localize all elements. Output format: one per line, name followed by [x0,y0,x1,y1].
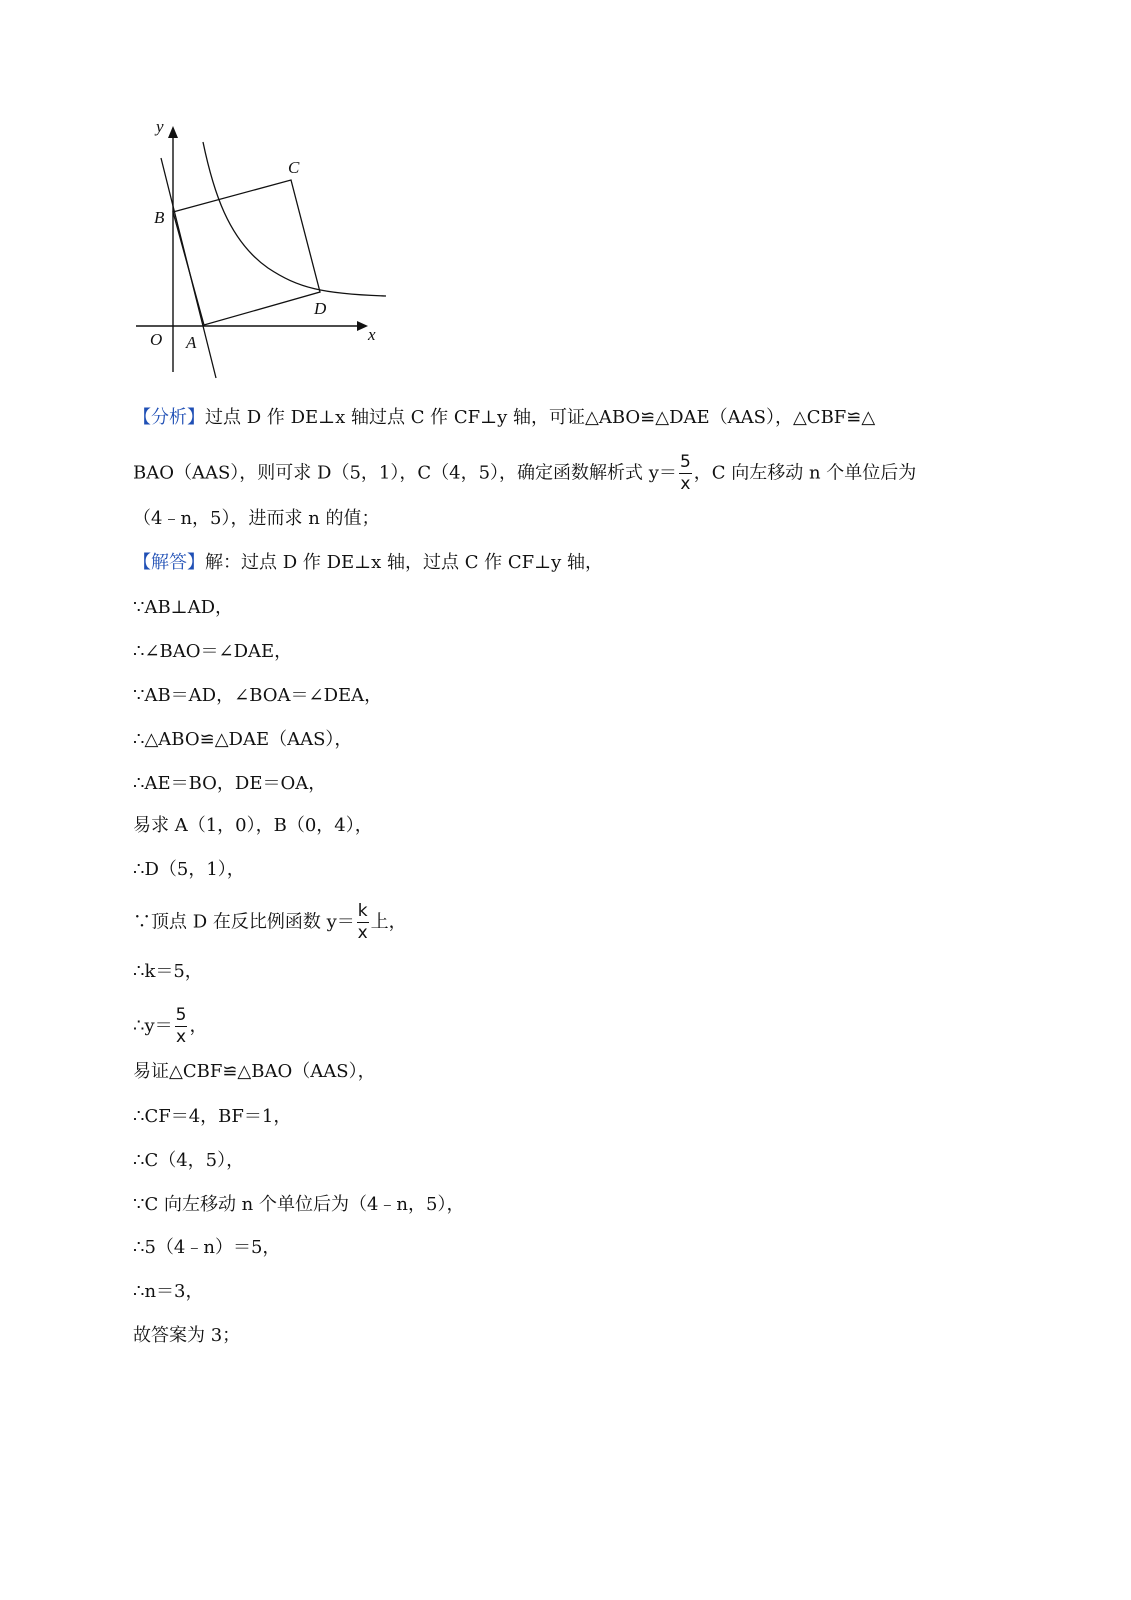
solution-line-6: ∴AE＝BO，DE＝OA， [133,773,327,794]
analysis-line-2: BAO（AAS），则可求 D（5，1），C（4，5），确定函数解析式 y＝ $\frac{5}{x}$ ，C 向左移动 n 个单位后为 [133,452,917,494]
solution-line-4: ∵AB＝AD，∠BOA＝∠DEA， [133,685,383,706]
solution-line-14: ∴C（4，5）， [133,1150,245,1171]
solution-line-8: ∴D（5，1）， [133,859,245,880]
analysis-line-1: 【分析】过点 D 作 DE⊥x 轴过点 C 作 CF⊥y 轴，可证△ABO≌△DAE（AAS），△CBF≌△ [133,407,876,428]
label-b: B [154,208,165,227]
solution-line-1: 【解答】解：过点 D 作 DE⊥x 轴，过点 C 作 CF⊥y 轴， [133,552,603,573]
label-x: x [368,325,376,344]
solution-line-2: ∵AB⊥AD， [133,597,234,618]
label-a: A [186,333,197,352]
label-o: O [150,330,163,349]
solution-tag: 【解答】 [133,552,205,573]
solution-line-3: ∴∠BAO＝∠DAE， [133,641,293,662]
solution-line-13: ∴CF＝4，BF＝1， [133,1106,292,1127]
solution-line-17: ∴n＝3， [133,1281,204,1302]
fraction-5-over-x: $\frac{5}{x}$ [679,452,691,494]
x-axis-arrow [357,321,368,331]
label-y: y [156,117,164,136]
coordinate-figure [128,110,398,390]
solution-line-9: ∵顶点 D 在反比例函数 y＝ $\frac{k}{x}$ 上， [133,901,407,943]
analysis-line-3: （4﹣n，5），进而求 n 的值； [133,508,380,529]
solution-line-15: ∵C 向左移动 n 个单位后为（4﹣n，5）， [133,1194,465,1215]
solution-line-10: ∴k＝5， [133,961,203,982]
solution-line-12: 易证△CBF≌△BAO（AAS）， [133,1061,376,1082]
label-d: D [314,299,327,318]
label-c: C [288,158,300,177]
y-axis-arrow [168,126,178,138]
solution-line-18: 故答案为 3； [133,1325,241,1346]
square-abcd [173,180,320,325]
fraction-k-over-x: $\frac{k}{x}$ [357,901,368,943]
solution-line-11: ∴y＝ $\frac{5}{x}$ ， [133,1005,208,1047]
fraction-5-over-x-2: $\frac{5}{x}$ [175,1005,187,1047]
solution-line-5: ∴△ABO≌△DAE（AAS）， [133,729,353,750]
solution-line-16: ∴5（4﹣n）＝5， [133,1237,281,1258]
solution-line-7: 易求 A（1，0），B（0，4）， [133,815,373,836]
analysis-tag: 【分析】 [133,407,205,428]
